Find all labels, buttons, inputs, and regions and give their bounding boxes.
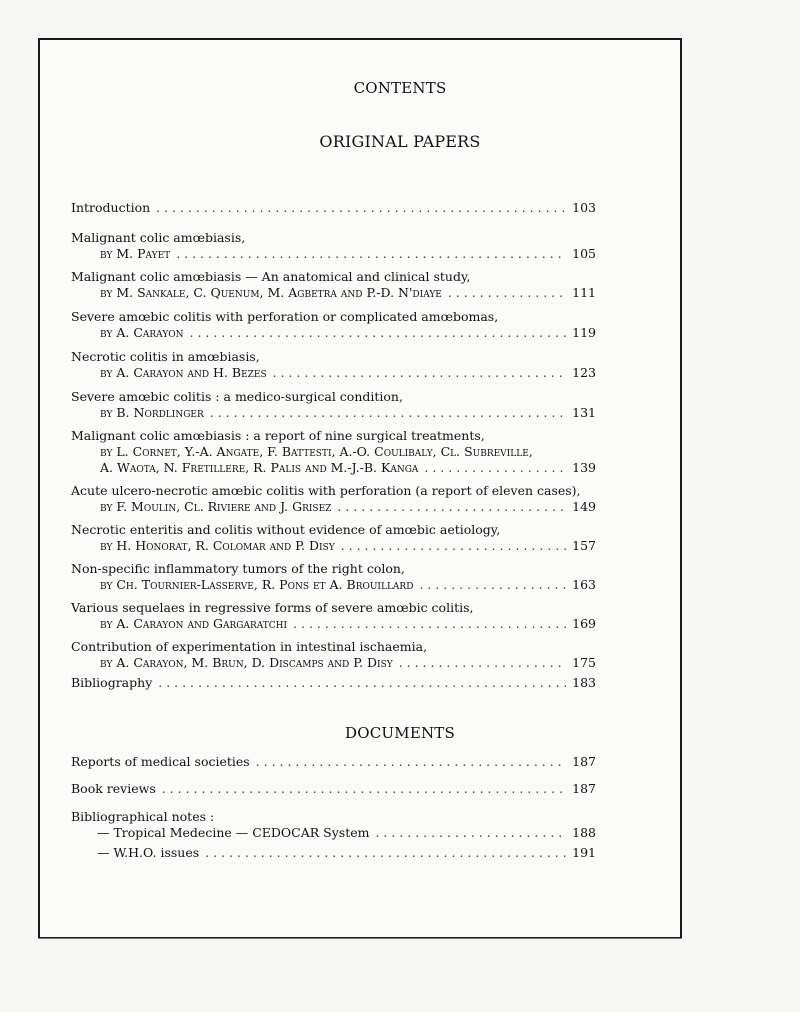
page-number: 188 [572, 825, 596, 840]
entry-authors: by A. Carayon, M. Brun, D. Discamps and P. Disy [100, 655, 393, 670]
entry-title: Severe amœbic colitis : a medico-surgical condition, [71, 389, 403, 404]
dot-leader [205, 845, 566, 861]
toc-entry [71, 675, 596, 691]
page-number: 187 [572, 754, 596, 769]
entry-authors: by M. Payet [100, 246, 171, 261]
entry-authors: by B. Nordlinger [100, 405, 204, 420]
dot-leader [293, 616, 566, 632]
doc-entry [71, 809, 596, 861]
page-number: 131 [572, 405, 596, 420]
entry-authors: by L. Cornet, Y.-A. Angate, F. Battesti, A.-O. Coulibaly, Cl. Subreville, [100, 444, 533, 459]
entry-title: Acute ulcero-necrotic amœbic colitis with perforation (a report of eleven cases), [71, 483, 581, 498]
entry-title: Bibliographical notes : [71, 809, 215, 824]
dot-leader [156, 200, 566, 216]
entry-title: Malignant colic amœbiasis : a report of nine surgical treatments, [71, 428, 485, 443]
page-number: 119 [572, 325, 596, 340]
entry-title: Various sequelaes in regressive forms of severe amœbic colitis, [71, 600, 474, 615]
entry-title: Contribution of experimentation in intestinal ischaemia, [71, 639, 428, 654]
dot-leader [256, 754, 566, 770]
entry-authors: by A. Carayon and H. Bezes [100, 365, 267, 380]
documents-heading: DOCUMENTS [345, 724, 455, 742]
dot-leader [158, 675, 566, 691]
dot-leader [424, 460, 566, 476]
page-number: 111 [572, 285, 596, 300]
dot-leader [162, 781, 566, 797]
entry-title: Introduction [71, 200, 151, 215]
page-number: 105 [572, 246, 596, 261]
page-number: 149 [572, 499, 596, 514]
entry-subtitle: — Tropical Medecine — CEDOCAR System [97, 825, 370, 840]
toc-entry [71, 309, 596, 341]
entry-title: Reports of medical societies [71, 754, 250, 769]
toc-entry [71, 389, 596, 421]
entry-subtitle: — W.H.O. issues [97, 845, 200, 860]
entry-title: Malignant colic amœbiasis, [71, 230, 246, 245]
toc-entry [71, 200, 596, 216]
dot-leader [273, 365, 566, 381]
entry-title: Necrotic colitis in amœbiasis, [71, 349, 260, 364]
entry-title: Bibliography [71, 675, 153, 690]
page-number: 183 [572, 675, 596, 690]
dot-leader [399, 655, 566, 671]
toc-entry [71, 561, 596, 593]
page-number: 191 [572, 845, 596, 860]
page-number: 103 [572, 200, 596, 215]
entry-title: Necrotic enteritis and colitis without evidence of amœbic aetiology, [71, 522, 501, 537]
dot-leader [375, 825, 566, 841]
page-number: 139 [572, 460, 596, 475]
bottom-rule [38, 938, 682, 939]
page-number: 123 [572, 365, 596, 380]
page-number: 187 [572, 781, 596, 796]
page-number: 175 [572, 655, 596, 670]
toc-entry [71, 639, 596, 671]
original-papers-heading: ORIGINAL PAPERS [319, 132, 481, 151]
entry-title: Malignant colic amœbiasis — An anatomical and clinical study, [71, 269, 471, 284]
entry-authors: by M. Sankale, C. Quenum, M. Agbetra and P.-D. N'diaye [100, 285, 442, 300]
dot-leader [176, 246, 566, 262]
toc-entry [71, 230, 596, 262]
entry-authors: by A. Carayon [100, 325, 184, 340]
entry-authors: by H. Honorat, R. Colomar and P. Disy [100, 538, 335, 553]
toc-entry [71, 483, 596, 515]
contents-title: CONTENTS [353, 79, 447, 97]
dot-leader [341, 538, 566, 554]
page-number: 157 [572, 538, 596, 553]
entry-authors: by F. Moulin, Cl. Riviere and J. Grisez [100, 499, 332, 514]
dot-leader [210, 405, 566, 421]
page-number: 163 [572, 577, 596, 592]
entry-title: Non-specific inflammatory tumors of the right colon, [71, 561, 405, 576]
entry-authors: A. Waota, N. Fretillere, R. Palis and M.-J.-B. Kanga [100, 460, 419, 475]
entry-authors: by Ch. Tournier-Lasserve, R. Pons et A. Brouillard [100, 577, 414, 592]
doc-entry [71, 781, 596, 797]
toc-entry [71, 428, 596, 476]
dot-leader [419, 577, 566, 593]
entry-title: Severe amœbic colitis with perforation or complicated amœbomas, [71, 309, 499, 324]
dot-leader [337, 499, 566, 515]
dot-leader [448, 285, 566, 301]
doc-entry [71, 754, 596, 770]
entry-authors: by A. Carayon and Gargaratchi [100, 616, 288, 631]
toc-entry [71, 269, 596, 301]
dot-leader [190, 325, 566, 341]
entry-title: Book reviews [71, 781, 156, 796]
toc-entry [71, 600, 596, 632]
page-number: 169 [572, 616, 596, 631]
toc-entry [71, 349, 596, 381]
toc-entry [71, 522, 596, 554]
